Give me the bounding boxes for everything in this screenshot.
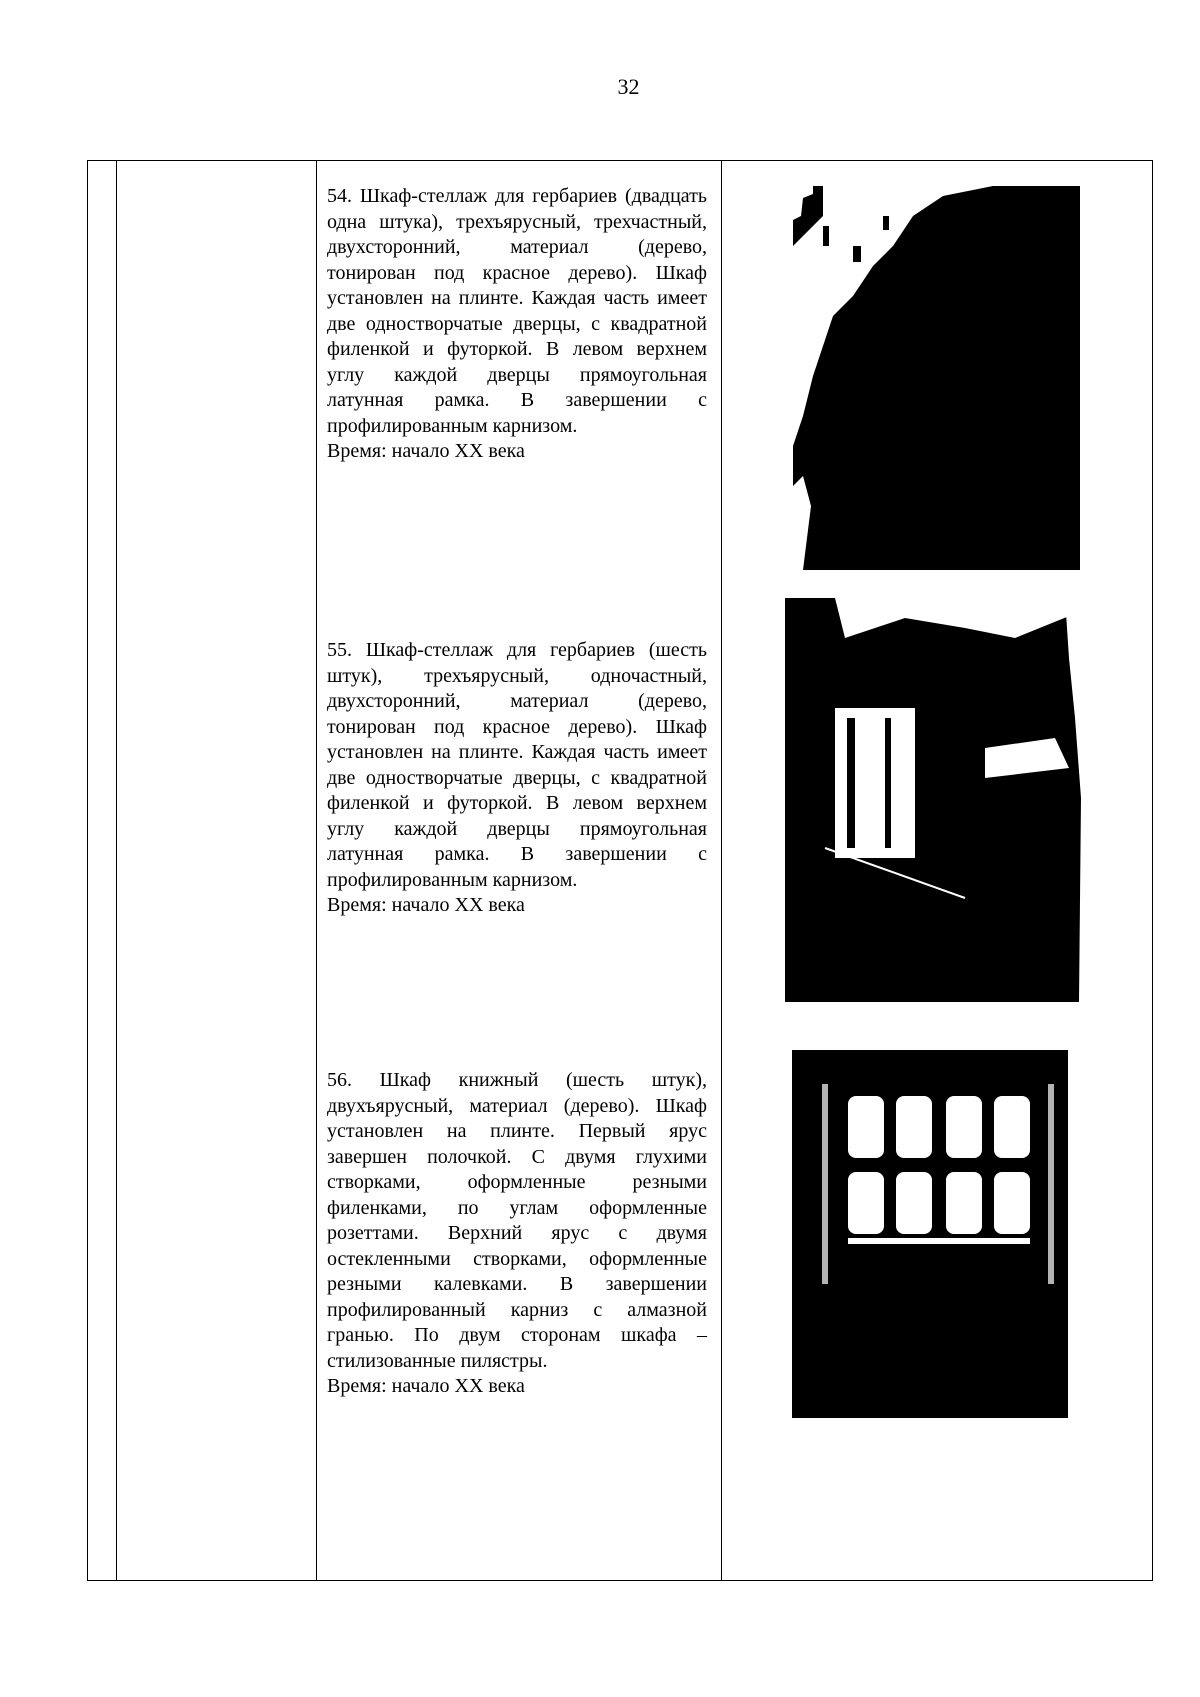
entry-54 — [327, 184, 707, 465]
entry-time: Время: начало XX века — [327, 440, 525, 462]
column-divider-1 — [116, 161, 117, 1580]
entry-description: 55. Шкаф-стеллаж для гербариев (шесть штук), трехъярусный, одночастный, двухсторонний, материал (дерево, тонирован под красное дерево). Шкаф установлен на плинте. Каждая часть имеет две одностворчатые дверцы, с квадратной филенкой и футоркой. В левом верхнем углу каждой дверцы прямоугольная латунная рамка. В завершении с профилированным карнизом. — [327, 639, 707, 891]
entry-time: Время: начало XX века — [327, 1375, 525, 1397]
column-divider-3 — [721, 161, 722, 1580]
photo-bookcase-56 — [792, 1030, 1082, 1418]
entry-description: 54. Шкаф-стеллаж для гербариев (двадцать одна штука), трехъярусный, трехчастный, двухсторонний, материал (дерево, тонирован под красное дерево). Шкаф установлен на плинте. Каждая часть имеет две одностворчатые дверцы, с квадратной филенкой и футоркой. В левом верхнем углу каждой дверцы прямоугольная латунная рамка. В завершении с профилированным карнизом. — [327, 185, 707, 437]
entry-description: 56. Шкаф книжный (шесть штук), двухъярусный, материал (дерево). Шкаф установлен на плинте. Первый ярус завершен полочкой. С двумя глухими створками, оформленные резными филенками, по углам оформленные розеттами. Верхний ярус с двумя остекленными створками, оформленные резными калевками. В завершении профилированный карниз с алмазной гранью. По двум сторонам шкафа – стилизованные пилястры. — [327, 1069, 707, 1372]
entry-55 — [327, 638, 707, 919]
photo-herbarium-cabinet-55 — [785, 598, 1089, 1002]
entry-56 — [327, 1068, 707, 1400]
page-number: 32 — [617, 74, 640, 99]
entry-time: Время: начало XX века — [327, 894, 525, 916]
photo-herbarium-cabinet-54 — [793, 186, 1080, 570]
column-divider-2 — [316, 161, 317, 1580]
